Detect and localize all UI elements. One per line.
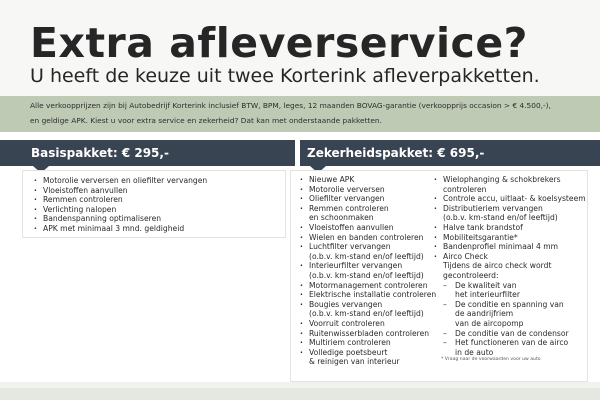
list-item: · Luchtfilter vervangen bbox=[297, 242, 436, 252]
list-item: controleren bbox=[443, 184, 487, 194]
intro-line-2: en geldige APK. Kiest u voor extra service en zekerheid? Dat kan met onderstaande pakketten. bbox=[30, 116, 382, 125]
list-item: · Wielophanging & schokbrekers bbox=[431, 175, 586, 185]
list-item: Tijdens de airco check wordt bbox=[443, 261, 552, 271]
page-subtitle: U heeft de keuze uit twee Korterink afleverpakketten. bbox=[30, 65, 540, 87]
list-item: · Voorruit controleren bbox=[297, 319, 436, 329]
intro-line-1: Alle verkoopprijzen zijn bij Autobedrijf Korterink inclusief BTW, BPM, leges, 12 maanden BOVAG-garantie (verkoopprijs occasion > € 4.500,-), bbox=[30, 101, 551, 110]
list-item: · Halve tank brandstof bbox=[431, 223, 586, 233]
list-item: in de auto bbox=[455, 347, 494, 357]
list-item: · Controle accu, uitlaat- & koelsysteem bbox=[431, 194, 586, 204]
header-area bbox=[0, 0, 600, 96]
list-item: · Mobiliteitsgarantie* bbox=[431, 233, 586, 243]
list-item: en schoonmaken bbox=[309, 213, 374, 223]
list-item: · Bandenprofiel minimaal 4 mm bbox=[431, 242, 586, 252]
band-divider bbox=[295, 140, 300, 166]
list-item: – Het functioneren van de airco bbox=[431, 338, 586, 348]
list-item: (o.b.v. km-stand en/of leeftijd) bbox=[309, 251, 424, 261]
zekerheid-list-col2 bbox=[431, 175, 586, 357]
basis-list bbox=[31, 176, 207, 234]
list-item: – De conditie van de condensor bbox=[431, 329, 586, 339]
list-item: · Motormanagement controleren bbox=[297, 281, 436, 291]
list-item: · Ruitenwisserbladen controleren bbox=[297, 329, 436, 339]
basis-title: Basispakket: € 295,- bbox=[31, 146, 169, 160]
list-item: de aandrijfriem bbox=[455, 309, 514, 319]
footnote: * Vraag naar de voorwaarden voor uw auto bbox=[441, 357, 541, 362]
list-item: · Vloeistoffen aanvullen bbox=[31, 186, 207, 196]
list-item: · Airco Check bbox=[431, 252, 586, 262]
list-item: · Interieurfilter vervangen bbox=[297, 261, 436, 271]
list-item: · Bandenspanning optimaliseren bbox=[31, 214, 207, 224]
zekerheid-title: Zekerheidspakket: € 695,- bbox=[307, 146, 485, 160]
bottom-stripe bbox=[0, 388, 600, 400]
list-item: · Bougies vervangen bbox=[297, 300, 436, 310]
list-item: · Verlichting nalopen bbox=[31, 205, 207, 215]
zekerheid-list-col1 bbox=[297, 175, 436, 367]
list-item: gecontroleerd: bbox=[443, 270, 499, 280]
zekerheid-card bbox=[290, 170, 588, 382]
package-title-band bbox=[0, 140, 600, 166]
list-item: & reinigen van interieur bbox=[309, 357, 400, 367]
page-title: Extra afleverservice? bbox=[30, 19, 528, 67]
list-item: · Motorolie verversen bbox=[297, 185, 436, 195]
list-item: · Distributieriem vervangen bbox=[431, 204, 586, 214]
list-item: · Oliefilter vervangen bbox=[297, 194, 436, 204]
list-item: · Remmen controleren bbox=[31, 195, 207, 205]
intro-text bbox=[30, 98, 590, 128]
list-item: · Motorolie verversen en oliefilter vervangen bbox=[31, 176, 207, 186]
list-item: het interieurfilter bbox=[455, 290, 520, 300]
list-item: – De conditie en spanning van bbox=[431, 300, 586, 310]
list-item: (o.b.v. km-stand en/of leeftijd) bbox=[309, 309, 424, 319]
list-item: · Multiriem controleren bbox=[297, 338, 436, 348]
list-item: · Vloeistoffen aanvullen bbox=[297, 223, 436, 233]
list-item: – De kwaliteit van bbox=[431, 281, 586, 291]
list-item: · APK met minimaal 3 mnd. geldigheid bbox=[31, 224, 207, 234]
list-item: (o.b.v. km-stand en/of leeftijd) bbox=[443, 213, 558, 223]
list-item: · Remmen controleren bbox=[297, 204, 436, 214]
list-item: · Nieuwe APK bbox=[297, 175, 436, 185]
list-item: (o.b.v. km-stand en/of leeftijd) bbox=[309, 270, 424, 280]
list-item: · Wielen en banden controleren bbox=[297, 233, 436, 243]
list-item: · Elektrische installatie controleren bbox=[297, 290, 436, 300]
intro-band bbox=[0, 96, 600, 132]
list-item: · Volledige poetsbeurt bbox=[297, 348, 436, 358]
list-item: van de aircopomp bbox=[455, 318, 524, 328]
basis-card bbox=[22, 170, 286, 238]
